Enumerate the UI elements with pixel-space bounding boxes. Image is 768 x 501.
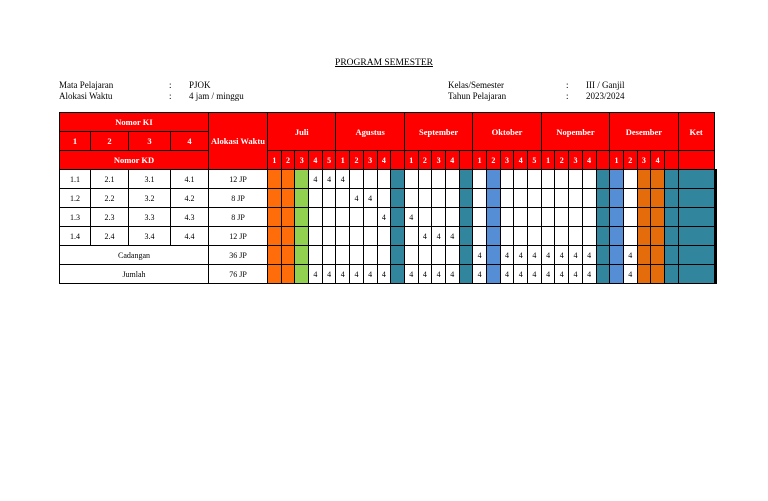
table-row (60, 227, 717, 246)
table-row (60, 208, 717, 227)
week-cell (569, 189, 583, 208)
week-cell (487, 170, 501, 189)
week-number-header: 3 (637, 151, 651, 170)
week-cell (582, 189, 596, 208)
week-cell (473, 189, 487, 208)
week-number-header: 1 (336, 151, 350, 170)
week-cell (610, 208, 624, 227)
week-cell: 4 (377, 265, 391, 284)
week-number-header: 5 (322, 151, 336, 170)
ket-cell (715, 170, 716, 189)
week-number-header: 4 (445, 151, 459, 170)
week-cell (678, 189, 714, 208)
week-cell: 4 (445, 227, 459, 246)
kd-cell: 3.3 (129, 208, 171, 227)
week-cell: 4 (404, 208, 418, 227)
info-label: Mata Pelajaran (59, 80, 114, 90)
table-row (60, 170, 717, 189)
week-cell (514, 189, 528, 208)
week-cell (487, 227, 501, 246)
week-cell (528, 227, 542, 246)
week-cell (459, 189, 473, 208)
week-cell (541, 227, 555, 246)
week-cell (322, 246, 336, 265)
week-cell (445, 170, 459, 189)
week-cell (664, 189, 678, 208)
week-cell: 4 (541, 265, 555, 284)
week-cell (664, 227, 678, 246)
week-number-header: 3 (500, 151, 514, 170)
kd-cell: 2.1 (91, 170, 129, 189)
week-cell (623, 227, 637, 246)
week-cell (664, 208, 678, 227)
week-cell (459, 170, 473, 189)
kd-cell: 1.1 (60, 170, 91, 189)
week-cell (637, 189, 651, 208)
week-cell: 4 (514, 265, 528, 284)
week-cell (350, 227, 364, 246)
week-cell (651, 189, 665, 208)
week-cell (268, 227, 282, 246)
week-cell (678, 227, 714, 246)
kd-cell: 2.2 (91, 189, 129, 208)
week-number-header: 1 (404, 151, 418, 170)
week-cell (459, 265, 473, 284)
week-cell: 4 (336, 265, 350, 284)
alokasi-cell: 76 JP (209, 265, 268, 284)
month-header: September (404, 113, 472, 151)
week-cell (418, 208, 432, 227)
info-row-kelas-semester (448, 80, 625, 91)
alokasi-cell: 12 JP (209, 227, 268, 246)
week-cell (487, 208, 501, 227)
week-cell: 4 (623, 265, 637, 284)
week-cell: 4 (336, 170, 350, 189)
cadangan-row (60, 246, 717, 265)
week-number-header: 2 (418, 151, 432, 170)
week-number-header (459, 151, 473, 170)
table-row (60, 189, 717, 208)
week-cell (336, 189, 350, 208)
week-number-header: 4 (377, 151, 391, 170)
cadangan-label: Cadangan (60, 246, 209, 265)
week-cell: 4 (445, 265, 459, 284)
week-cell: 4 (473, 246, 487, 265)
week-cell (309, 208, 323, 227)
week-cell: 4 (582, 265, 596, 284)
week-cell (268, 246, 282, 265)
month-header: Nopember (541, 113, 609, 151)
week-cell (445, 246, 459, 265)
month-header: Oktober (473, 113, 541, 151)
week-number-header: 2 (555, 151, 569, 170)
week-number-header: 3 (432, 151, 446, 170)
ket-header-blank (678, 151, 714, 170)
week-cell (664, 246, 678, 265)
week-cell: 4 (309, 265, 323, 284)
week-number-header (391, 151, 405, 170)
week-cell (281, 227, 295, 246)
info-label: Kelas/Semester (448, 80, 504, 90)
week-cell (596, 265, 610, 284)
ket-cell (715, 246, 716, 265)
week-number-header: 5 (528, 151, 542, 170)
week-cell (678, 246, 714, 265)
ket-cell (715, 227, 716, 246)
week-cell (541, 170, 555, 189)
week-cell (610, 265, 624, 284)
week-cell (514, 208, 528, 227)
week-cell (555, 189, 569, 208)
kd-cell: 3.4 (129, 227, 171, 246)
week-cell (281, 246, 295, 265)
alokasi-cell: 12 JP (209, 170, 268, 189)
ket-cell (715, 189, 716, 208)
semester-table (59, 112, 717, 284)
week-cell (651, 208, 665, 227)
week-cell: 4 (555, 246, 569, 265)
week-cell (336, 208, 350, 227)
week-cell (582, 170, 596, 189)
week-number-header: 4 (651, 151, 665, 170)
week-number-header: 1 (541, 151, 555, 170)
week-cell (623, 189, 637, 208)
week-cell: 4 (350, 189, 364, 208)
week-cell (473, 227, 487, 246)
week-cell (295, 227, 309, 246)
week-cell (569, 170, 583, 189)
kd-cell: 3.2 (129, 189, 171, 208)
week-cell: 4 (404, 265, 418, 284)
week-cell (391, 208, 405, 227)
week-cell (391, 265, 405, 284)
week-cell (322, 227, 336, 246)
week-cell (664, 170, 678, 189)
week-cell (445, 189, 459, 208)
week-number-header: 4 (309, 151, 323, 170)
week-number-header: 3 (295, 151, 309, 170)
info-row-tahun-pelajaran (448, 91, 625, 102)
week-cell (350, 170, 364, 189)
week-cell (363, 246, 377, 265)
week-number-header: 4 (514, 151, 528, 170)
jumlah-label: Jumlah (60, 265, 209, 284)
week-cell (582, 227, 596, 246)
week-cell (295, 170, 309, 189)
alokasi-waktu-header: Alokasi Waktu (209, 113, 268, 170)
info-value: PJOK (189, 80, 211, 90)
week-cell (418, 170, 432, 189)
week-number-header: 2 (281, 151, 295, 170)
week-cell (637, 170, 651, 189)
info-left (59, 80, 244, 102)
week-cell (555, 170, 569, 189)
week-cell (596, 189, 610, 208)
week-cell (309, 189, 323, 208)
week-number-header: 2 (487, 151, 501, 170)
week-cell: 4 (528, 265, 542, 284)
week-cell (651, 170, 665, 189)
ki-number-header: 1 (60, 132, 91, 151)
week-number-header (664, 151, 678, 170)
week-cell (473, 208, 487, 227)
week-cell (391, 170, 405, 189)
ket-header: Ket (678, 113, 714, 151)
week-cell (623, 208, 637, 227)
week-cell (432, 170, 446, 189)
week-cell (281, 208, 295, 227)
week-cell: 4 (377, 208, 391, 227)
kd-cell: 1.2 (60, 189, 91, 208)
week-number-header (596, 151, 610, 170)
week-cell (514, 227, 528, 246)
week-cell: 4 (582, 246, 596, 265)
week-cell (350, 208, 364, 227)
week-cell (610, 170, 624, 189)
week-cell (268, 189, 282, 208)
header-row-1 (60, 113, 717, 132)
week-cell (295, 208, 309, 227)
week-number-header: 1 (268, 151, 282, 170)
week-cell (418, 246, 432, 265)
week-cell (637, 265, 651, 284)
jumlah-row (60, 265, 717, 284)
info-colon: : (169, 91, 172, 101)
week-cell: 4 (473, 265, 487, 284)
week-cell (459, 227, 473, 246)
ket-cell (715, 265, 716, 284)
week-cell (637, 208, 651, 227)
week-cell: 4 (528, 246, 542, 265)
week-cell (651, 246, 665, 265)
week-cell (500, 170, 514, 189)
week-cell (528, 170, 542, 189)
week-number-header: 2 (623, 151, 637, 170)
week-cell (391, 189, 405, 208)
alokasi-cell: 8 JP (209, 208, 268, 227)
week-cell: 4 (432, 265, 446, 284)
ket-cell (715, 208, 716, 227)
week-cell (500, 189, 514, 208)
week-cell: 4 (500, 265, 514, 284)
week-cell (363, 208, 377, 227)
ki-number-header: 4 (171, 132, 209, 151)
week-cell (377, 189, 391, 208)
week-cell (651, 227, 665, 246)
week-cell (528, 189, 542, 208)
week-cell: 4 (432, 227, 446, 246)
nomor-ki-header: Nomor KI (60, 113, 209, 132)
week-cell (528, 208, 542, 227)
week-cell (678, 170, 714, 189)
week-cell (596, 227, 610, 246)
week-cell (432, 246, 446, 265)
info-right (448, 80, 625, 102)
week-cell (637, 246, 651, 265)
week-cell: 4 (541, 246, 555, 265)
week-cell: 4 (322, 170, 336, 189)
week-cell (363, 227, 377, 246)
week-cell: 4 (555, 265, 569, 284)
week-cell (432, 189, 446, 208)
week-cell (391, 227, 405, 246)
week-cell (281, 265, 295, 284)
week-cell (363, 170, 377, 189)
week-cell (418, 189, 432, 208)
week-cell (309, 227, 323, 246)
week-cell (322, 208, 336, 227)
week-cell (623, 170, 637, 189)
week-cell (473, 170, 487, 189)
kd-cell: 4.3 (171, 208, 209, 227)
week-cell (268, 170, 282, 189)
week-cell (459, 246, 473, 265)
header-row-3 (60, 151, 717, 170)
week-cell (555, 208, 569, 227)
ki-number-header: 2 (91, 132, 129, 151)
week-cell (487, 265, 501, 284)
week-cell (541, 208, 555, 227)
week-cell (514, 170, 528, 189)
week-cell (404, 189, 418, 208)
week-cell (610, 227, 624, 246)
week-number-header: 3 (569, 151, 583, 170)
week-number-header: 2 (350, 151, 364, 170)
week-cell (404, 246, 418, 265)
week-cell (678, 208, 714, 227)
page-title: PROGRAM SEMESTER (335, 58, 433, 68)
info-value: 4 jam / minggu (189, 91, 244, 101)
kd-cell: 4.4 (171, 227, 209, 246)
week-cell (391, 246, 405, 265)
kd-cell: 4.2 (171, 189, 209, 208)
nomor-kd-header: Nomor KD (60, 151, 209, 170)
week-cell: 4 (569, 265, 583, 284)
week-cell: 4 (500, 246, 514, 265)
week-number-header: 4 (582, 151, 596, 170)
week-cell (309, 246, 323, 265)
week-cell (487, 246, 501, 265)
week-cell (596, 208, 610, 227)
week-cell (555, 227, 569, 246)
kd-cell: 2.3 (91, 208, 129, 227)
week-cell: 4 (363, 189, 377, 208)
week-number-header: 1 (473, 151, 487, 170)
week-cell: 4 (363, 265, 377, 284)
week-number-header: 3 (363, 151, 377, 170)
kd-cell: 1.4 (60, 227, 91, 246)
info-row-alokasi-waktu (59, 91, 244, 102)
week-cell (610, 246, 624, 265)
week-cell: 4 (418, 227, 432, 246)
week-cell (569, 227, 583, 246)
week-cell (295, 189, 309, 208)
ki-number-header: 3 (129, 132, 171, 151)
week-cell: 4 (309, 170, 323, 189)
week-cell: 4 (623, 246, 637, 265)
week-cell (404, 170, 418, 189)
week-cell (295, 265, 309, 284)
week-cell (487, 189, 501, 208)
week-cell (404, 227, 418, 246)
info-label: Alokasi Waktu (59, 91, 113, 101)
kd-cell: 3.1 (129, 170, 171, 189)
week-cell: 4 (350, 265, 364, 284)
kd-cell: 1.3 (60, 208, 91, 227)
info-row-mata-pelajaran (59, 80, 244, 91)
month-header: Juli (268, 113, 336, 151)
week-cell (377, 170, 391, 189)
info-colon: : (566, 80, 569, 90)
week-cell (322, 189, 336, 208)
week-cell: 4 (322, 265, 336, 284)
week-cell: 4 (418, 265, 432, 284)
week-cell: 4 (514, 246, 528, 265)
week-cell (281, 189, 295, 208)
week-cell (582, 208, 596, 227)
week-cell (281, 170, 295, 189)
week-cell (500, 208, 514, 227)
month-header: Desember (610, 113, 678, 151)
week-cell (350, 246, 364, 265)
week-cell (569, 208, 583, 227)
week-cell (377, 246, 391, 265)
week-cell (336, 246, 350, 265)
week-number-header: 1 (610, 151, 624, 170)
week-cell (459, 208, 473, 227)
kd-cell: 4.1 (171, 170, 209, 189)
info-colon: : (169, 80, 172, 90)
info-label: Tahun Pelajaran (448, 91, 507, 101)
week-cell (610, 189, 624, 208)
alokasi-cell: 8 JP (209, 189, 268, 208)
week-cell (596, 246, 610, 265)
info-value: 2023/2024 (586, 91, 625, 101)
week-cell (541, 189, 555, 208)
week-cell (377, 227, 391, 246)
week-cell (637, 227, 651, 246)
week-cell (596, 170, 610, 189)
week-cell (432, 208, 446, 227)
week-cell (500, 227, 514, 246)
week-cell (664, 265, 678, 284)
week-cell (678, 265, 714, 284)
alokasi-cell: 36 JP (209, 246, 268, 265)
week-cell (268, 265, 282, 284)
week-cell (651, 265, 665, 284)
week-cell (295, 246, 309, 265)
info-value: III / Ganjil (586, 80, 625, 90)
week-cell (336, 227, 350, 246)
kd-cell: 2.4 (91, 227, 129, 246)
week-cell: 4 (569, 246, 583, 265)
week-cell (268, 208, 282, 227)
info-colon: : (566, 91, 569, 101)
month-header: Agustus (336, 113, 404, 151)
week-cell (445, 208, 459, 227)
